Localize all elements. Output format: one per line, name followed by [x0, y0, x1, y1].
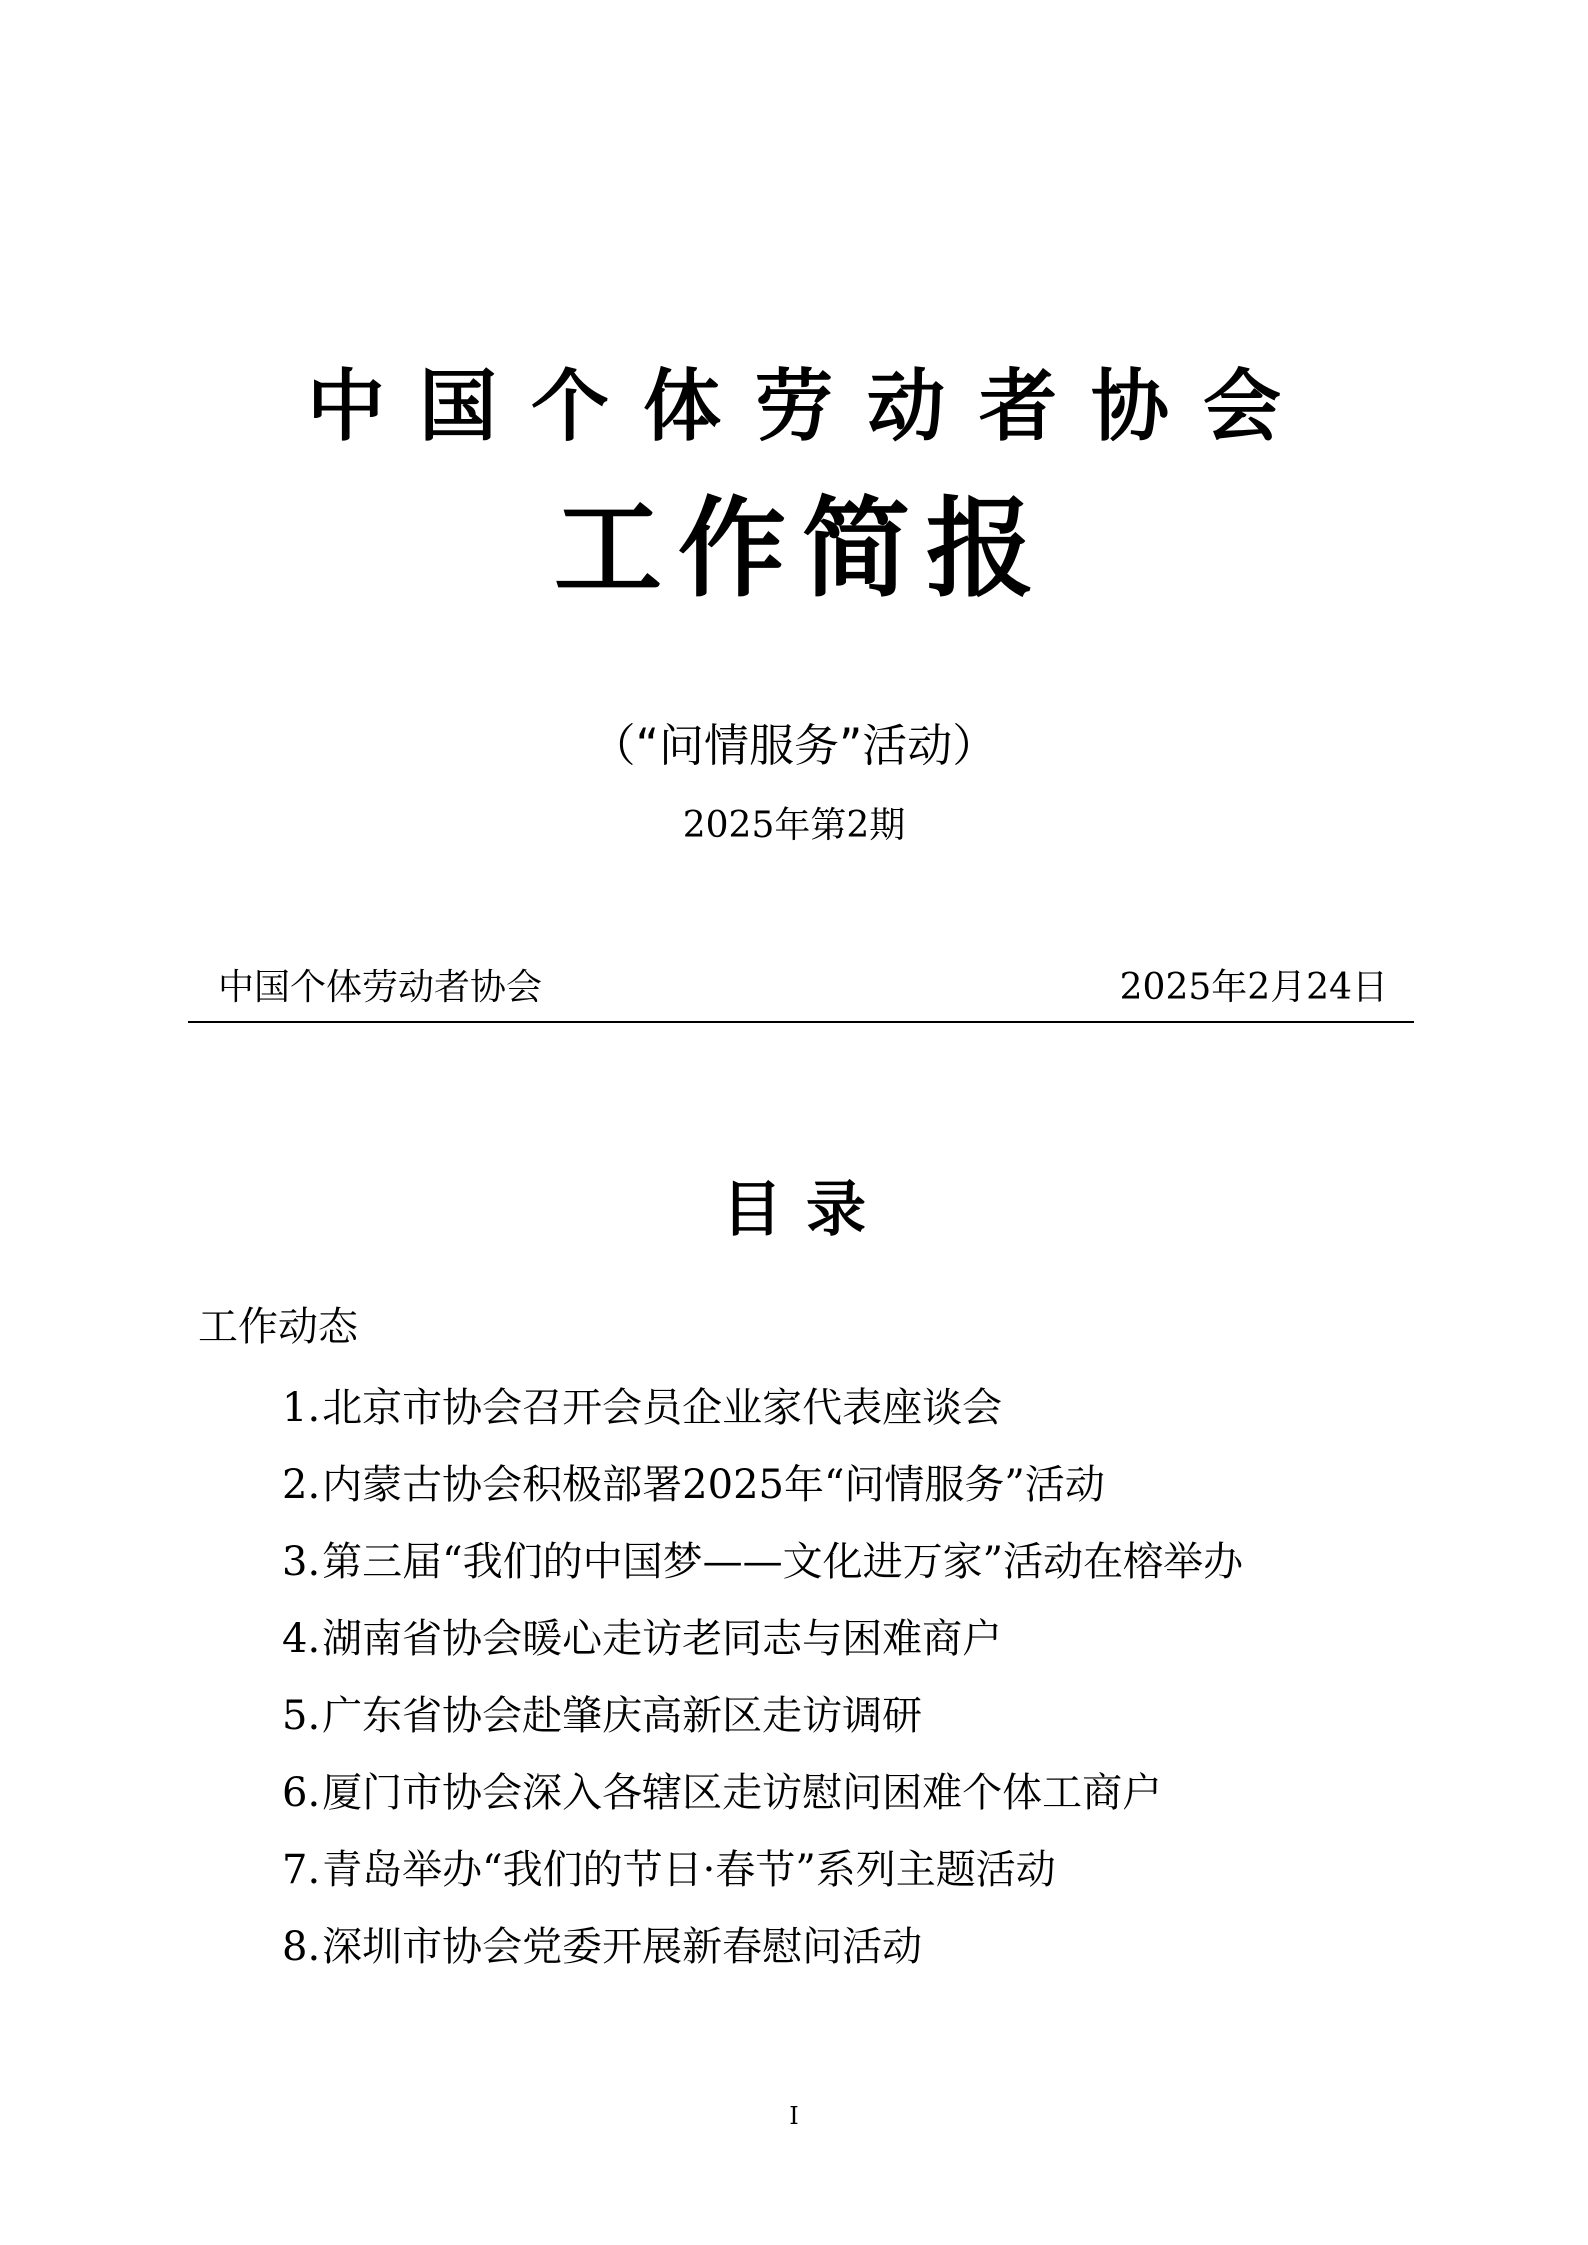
toc-item[interactable]: [282, 1616, 1003, 1662]
toc-item-title: 深圳市协会党委开展新春慰问活动: [322, 1924, 923, 1970]
activity-subtitle: （“问情服务”活动）: [590, 719, 998, 772]
toc-item-title: 广东省协会赴肇庆高新区走访调研: [322, 1693, 923, 1739]
issue-number: 2025年第2期: [682, 805, 906, 846]
page-number: I: [789, 2102, 799, 2130]
toc-item[interactable]: [282, 1539, 1244, 1585]
toc-item-number: 8.: [282, 1924, 321, 1970]
toc-item[interactable]: [282, 1693, 923, 1739]
toc-item-number: 1.: [282, 1385, 321, 1431]
toc-heading: 目录: [722, 1175, 890, 1245]
toc-item[interactable]: [282, 1924, 923, 1970]
toc-item-number: 2.: [282, 1462, 321, 1508]
toc-item-number: 5.: [282, 1693, 321, 1739]
toc-item[interactable]: [282, 1385, 1003, 1431]
toc-item-number: 3.: [282, 1539, 321, 1585]
toc-item-number: 4.: [282, 1616, 321, 1662]
brief-title: 工作简报: [553, 486, 1050, 612]
toc-item-title: 厦门市协会深入各辖区走访慰问困难个体工商户: [322, 1770, 1163, 1816]
toc-item-title: 湖南省协会暖心走访老同志与困难商户: [322, 1616, 1003, 1662]
header-divider: [188, 1021, 1414, 1023]
toc-item[interactable]: [282, 1847, 1056, 1893]
toc-item-title: 青岛举办“我们的节日·春节”系列主题活动: [322, 1847, 1056, 1893]
toc-item-number: 6.: [282, 1770, 321, 1816]
toc-item-title: 北京市协会召开会员企业家代表座谈会: [322, 1385, 1003, 1431]
toc-item-number: 7.: [282, 1847, 321, 1893]
toc-section-label: 工作动态: [198, 1304, 358, 1350]
publication-date: 2025年2月24日: [1119, 967, 1388, 1008]
organization-title: 中国个体劳动者协会: [306, 361, 1315, 452]
toc-item[interactable]: [282, 1462, 1105, 1508]
toc-item-title: 第三届“我们的中国梦——文化进万家”活动在榕举办: [322, 1539, 1244, 1585]
toc-item[interactable]: [282, 1770, 1163, 1816]
toc-item-title: 内蒙古协会积极部署2025年“问情服务”活动: [322, 1462, 1105, 1508]
publisher: 中国个体劳动者协会: [218, 967, 543, 1008]
